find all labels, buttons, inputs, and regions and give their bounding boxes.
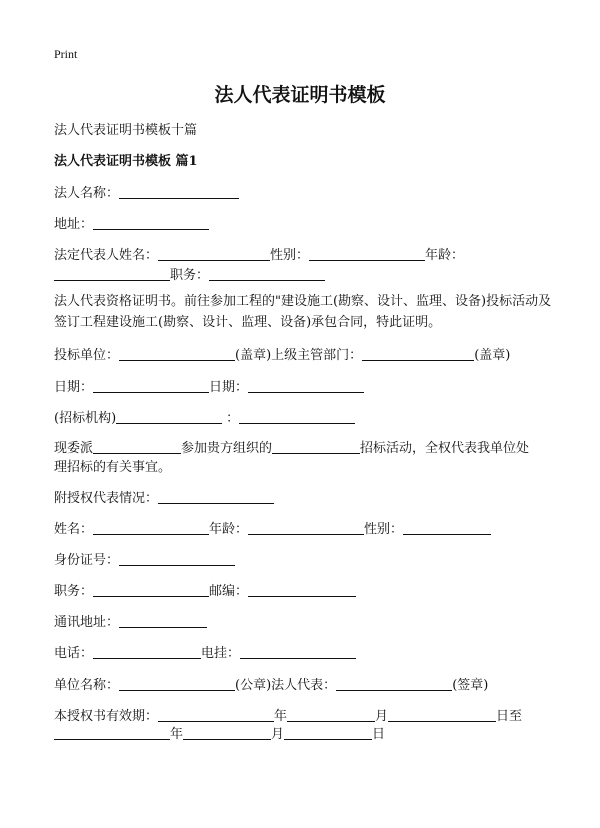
fax-blank[interactable] bbox=[240, 644, 356, 659]
id-row bbox=[54, 549, 235, 568]
dispatch-line-2: 理招标的有关事宜。 bbox=[54, 460, 172, 475]
mail-address-blank[interactable] bbox=[119, 613, 207, 628]
attached-label: 附授权代表情况： bbox=[54, 491, 159, 506]
legal-rep-label: 法人代表： bbox=[271, 678, 337, 693]
person-gender-blank[interactable] bbox=[403, 520, 491, 535]
date-blank-1[interactable] bbox=[93, 378, 209, 393]
section-heading: 法人代表证明书模板 篇1 bbox=[54, 154, 198, 169]
bidder-row bbox=[54, 344, 510, 363]
dispatch-mid: 参加贵方组织的 bbox=[181, 441, 273, 456]
page-title: 法人代表证明书模板 bbox=[214, 84, 386, 106]
validity-start-year-blank[interactable] bbox=[158, 707, 274, 722]
validity-year-label: 年 bbox=[274, 709, 288, 724]
address-label: 地址： bbox=[54, 217, 94, 232]
validity-end-day-label: 日 bbox=[372, 727, 386, 742]
legal-rep-blank[interactable] bbox=[336, 676, 452, 691]
validity-start-day-blank[interactable] bbox=[388, 707, 496, 722]
mail-address-label: 通讯地址： bbox=[54, 615, 120, 630]
validity-end-month-blank[interactable] bbox=[183, 725, 271, 740]
validity-start-month-blank[interactable] bbox=[287, 707, 375, 722]
address-blank[interactable] bbox=[93, 215, 209, 230]
position-blank[interactable] bbox=[209, 266, 325, 281]
legal-name-label: 法人名称： bbox=[54, 186, 120, 201]
validity-label: 本授权书有效期： bbox=[54, 709, 159, 724]
person-age-blank[interactable] bbox=[248, 520, 364, 535]
age-blank[interactable] bbox=[54, 266, 170, 281]
official-seal-label: (公章) bbox=[235, 678, 272, 693]
position-label: 职务： bbox=[170, 268, 210, 283]
phone-row bbox=[54, 642, 356, 661]
legal-name-blank[interactable] bbox=[119, 184, 239, 199]
superior-blank[interactable] bbox=[362, 346, 474, 361]
gender-label: 性别： bbox=[270, 248, 310, 263]
date-blank-2[interactable] bbox=[248, 378, 364, 393]
person-gender-label: 性别： bbox=[364, 522, 404, 537]
dispatch-row bbox=[54, 437, 529, 456]
name-blank[interactable] bbox=[93, 520, 209, 535]
person-position-blank[interactable] bbox=[93, 582, 209, 597]
validity-row-2 bbox=[54, 723, 385, 742]
person-position-label: 职务： bbox=[54, 584, 94, 599]
id-label: 身份证号： bbox=[54, 553, 120, 568]
date-label-2: 日期： bbox=[209, 380, 249, 395]
age-label: 年龄： bbox=[425, 248, 465, 263]
unit-row bbox=[54, 674, 488, 693]
postcode-blank[interactable] bbox=[248, 582, 356, 597]
rep-row-2 bbox=[54, 264, 325, 283]
rep-name-label: 法定代表人姓名： bbox=[54, 248, 159, 263]
validity-end-year-label: 年 bbox=[170, 727, 184, 742]
person-age-label: 年龄： bbox=[209, 522, 249, 537]
unit-name-blank[interactable] bbox=[119, 676, 235, 691]
phone-blank[interactable] bbox=[93, 644, 201, 659]
dispatch-pre: 现委派 bbox=[54, 441, 94, 456]
position-postcode-row bbox=[54, 580, 356, 599]
validity-end-year-blank[interactable] bbox=[54, 725, 170, 740]
agency-row bbox=[54, 407, 355, 426]
dispatch-post: 招标活动，全权代表我单位处 bbox=[360, 441, 530, 456]
rep-row bbox=[54, 244, 464, 263]
fax-label: 电挂： bbox=[201, 646, 241, 661]
bidder-label: 投标单位： bbox=[54, 348, 120, 363]
validity-until-label: 日至 bbox=[496, 709, 523, 724]
print-link[interactable]: Print bbox=[54, 47, 78, 61]
dispatch-project-blank[interactable] bbox=[272, 439, 360, 454]
gender-blank[interactable] bbox=[309, 246, 425, 261]
certification-paragraph: 法人代表资格证明书。前往参加工程的"建设施工(勘察、设计、监理、设备)投标活动及签订工程建设施工(勘察、设计、监理、设备)承包合同，特此证明。 bbox=[54, 294, 552, 330]
agency-colon: ： bbox=[226, 411, 240, 426]
agency-label: (招标机构) bbox=[54, 411, 117, 426]
name-label: 姓名： bbox=[54, 522, 94, 537]
postcode-label: 邮编： bbox=[209, 584, 249, 599]
date-row bbox=[54, 376, 364, 395]
mail-address-row bbox=[54, 611, 207, 630]
attached-blank[interactable] bbox=[158, 489, 274, 504]
id-blank[interactable] bbox=[119, 551, 235, 566]
phone-label: 电话： bbox=[54, 646, 94, 661]
validity-end-month-label: 月 bbox=[271, 727, 285, 742]
signature-label: (签章) bbox=[452, 678, 489, 693]
bidder-seal-label: (盖章) bbox=[235, 348, 272, 363]
validity-end-day-blank[interactable] bbox=[284, 725, 372, 740]
validity-row bbox=[54, 705, 522, 724]
date-label: 日期： bbox=[54, 380, 94, 395]
person-row bbox=[54, 518, 491, 537]
document-subtitle: 法人代表证明书模板十篇 bbox=[54, 123, 198, 138]
superior-seal-label: (盖章) bbox=[474, 348, 511, 363]
superior-label: 上级主管部门： bbox=[271, 348, 363, 363]
rep-name-blank[interactable] bbox=[158, 246, 270, 261]
legal-name-row bbox=[54, 182, 239, 201]
agency-blank-1[interactable] bbox=[116, 409, 222, 424]
unit-name-label: 单位名称： bbox=[54, 678, 120, 693]
agency-blank-2[interactable] bbox=[239, 409, 355, 424]
attached-row bbox=[54, 487, 274, 506]
bidder-blank[interactable] bbox=[119, 346, 235, 361]
address-row bbox=[54, 213, 209, 232]
dispatch-person-blank[interactable] bbox=[93, 439, 181, 454]
validity-month-label: 月 bbox=[375, 709, 389, 724]
